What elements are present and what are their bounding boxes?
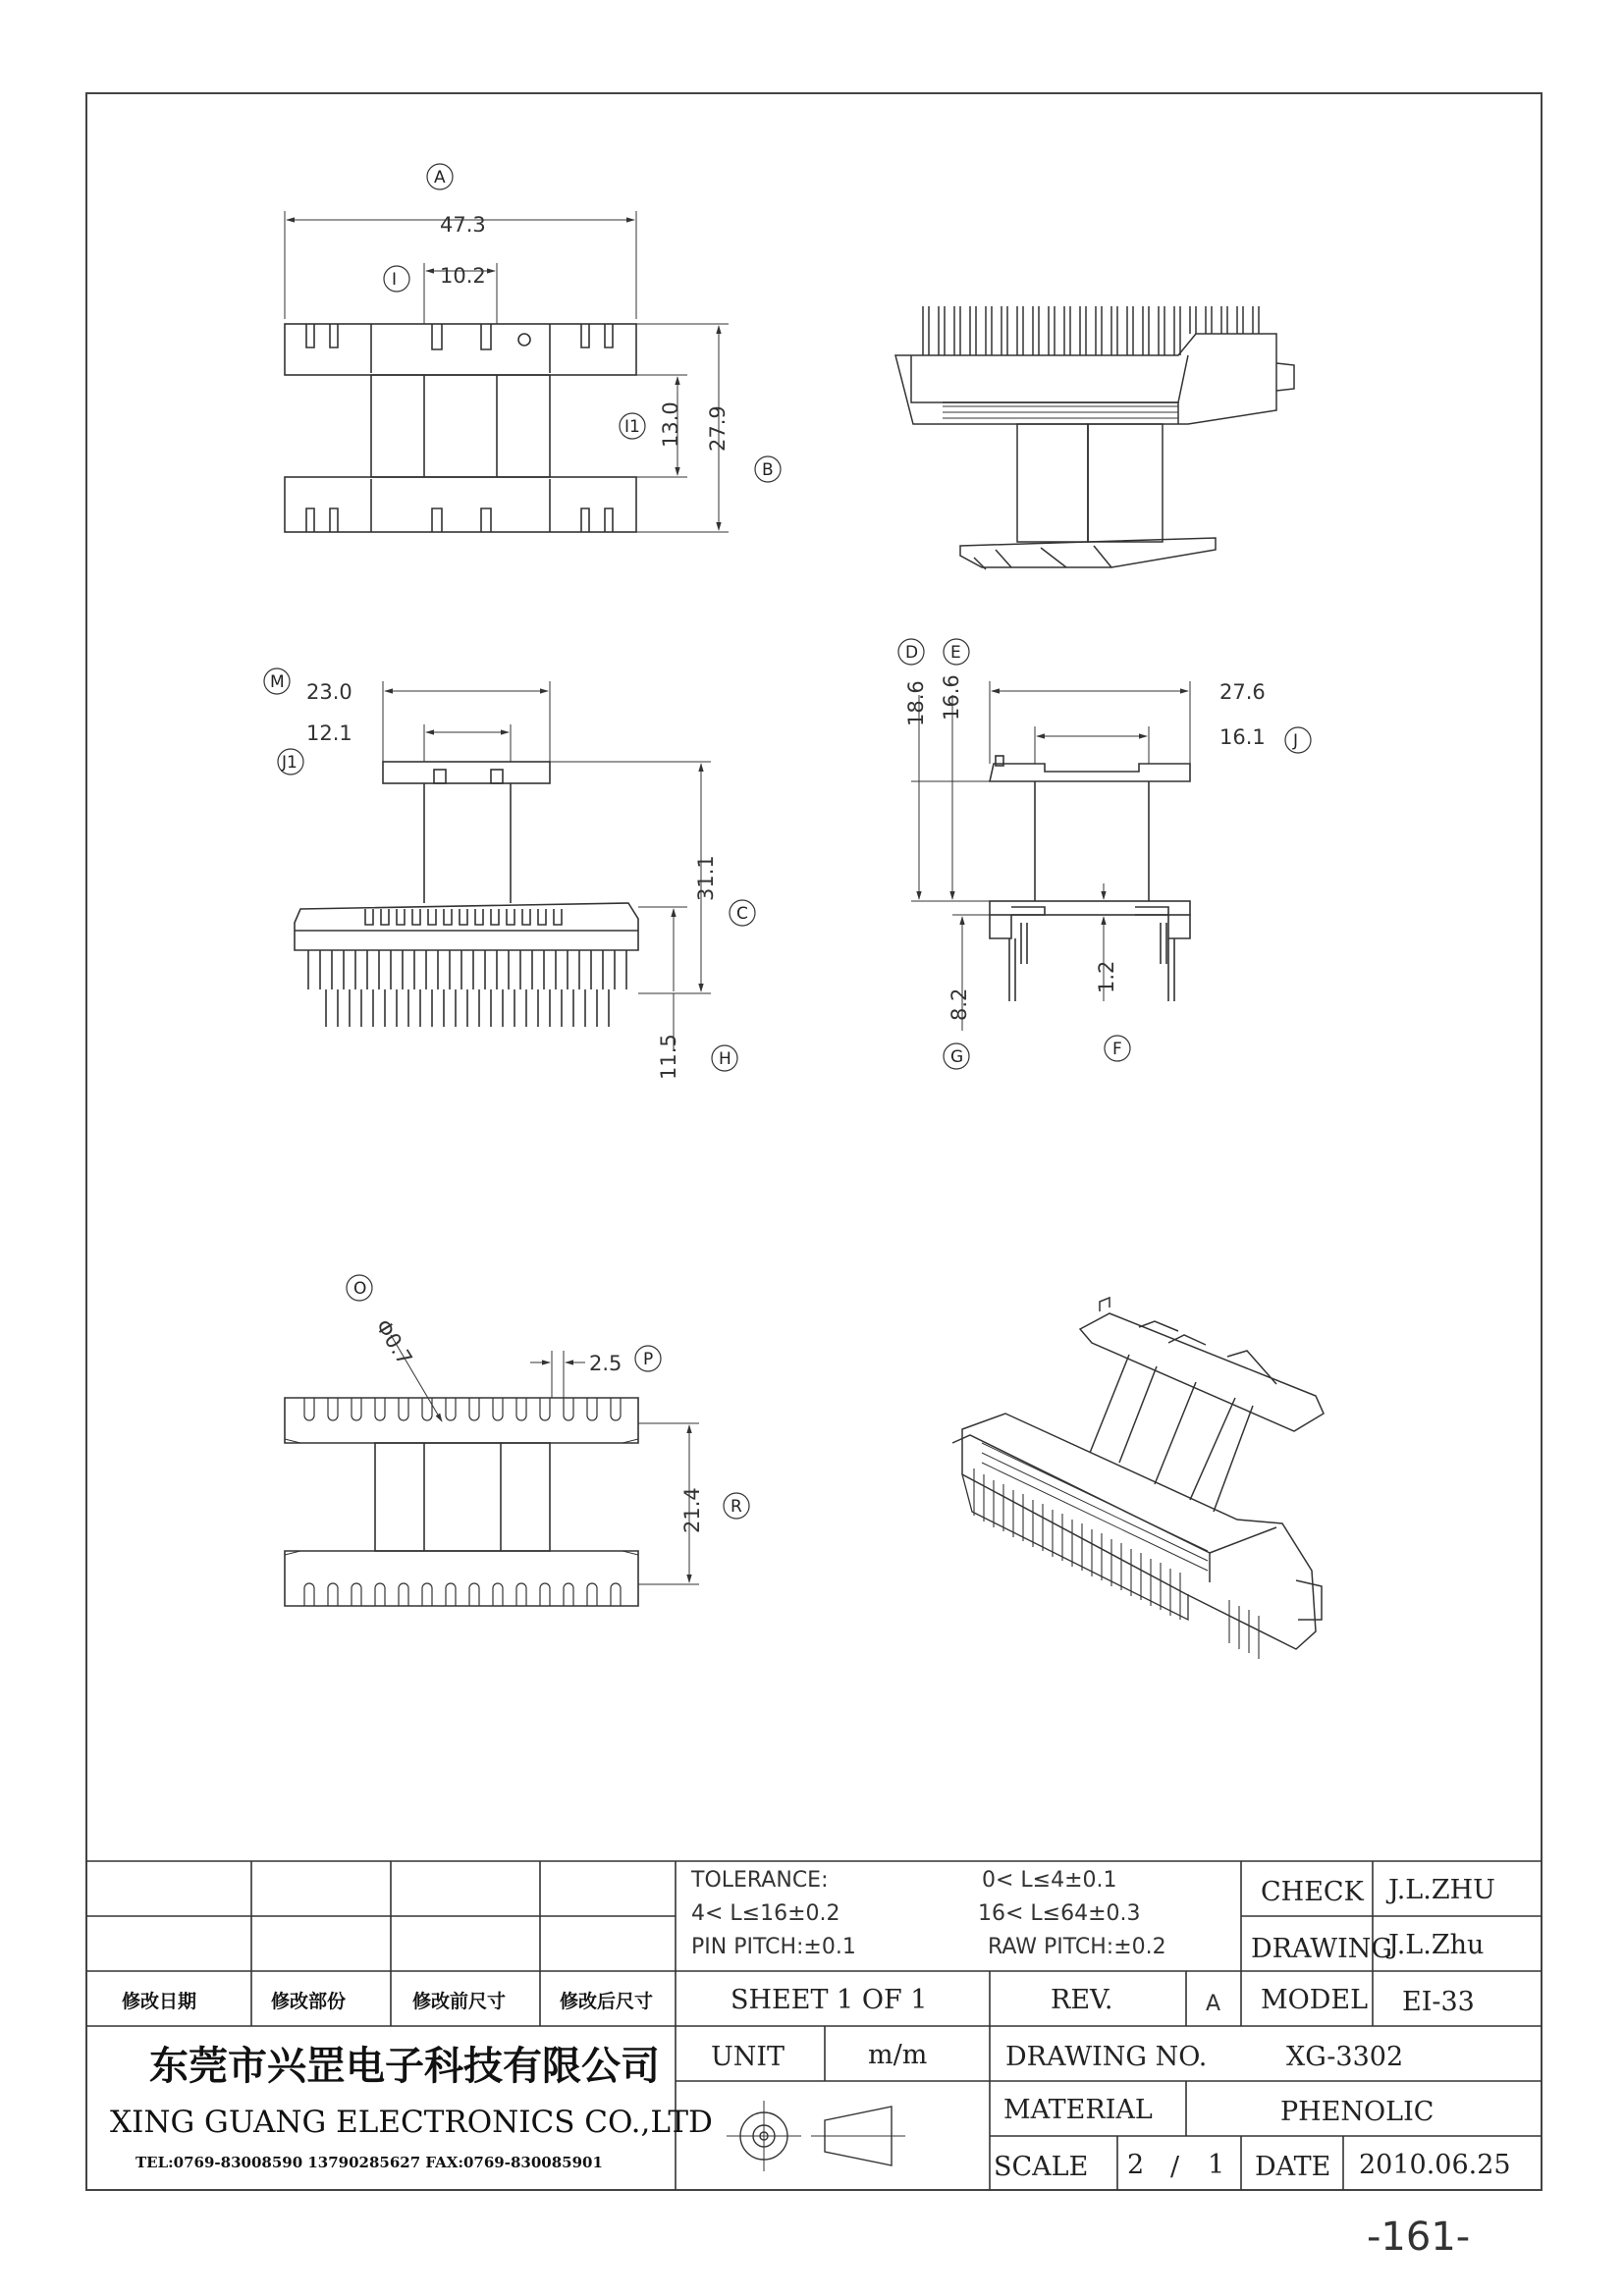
- end-view: [911, 681, 1190, 1031]
- scale-numerator: 2: [1127, 2150, 1145, 2180]
- material-label: MATERIAL: [1003, 2095, 1153, 2125]
- callout-f: [1105, 1036, 1130, 1061]
- dim-height-e: 16.6: [940, 674, 963, 721]
- drawing-label: DRAWING: [1251, 1934, 1392, 1964]
- unit-value: m/m: [868, 2040, 928, 2070]
- callout-r: [724, 1493, 749, 1519]
- check-value: J.L.ZHU: [1388, 1875, 1495, 1905]
- dim-pin-g: 8.2: [947, 988, 971, 1021]
- isometric-view-lower: [952, 1298, 1324, 1659]
- drawing-no-value: XG-3302: [1286, 2042, 1404, 2072]
- svg-text:M: M: [270, 672, 285, 692]
- tolerance-rule-3: 16< L≤64±0.3: [978, 1901, 1141, 1926]
- callout-j1: [278, 749, 303, 774]
- dim-overall-width: 47.3: [440, 213, 486, 237]
- dim-overall-height: 27.9: [706, 405, 730, 452]
- rev-header-before: 修改前尺寸: [412, 1991, 507, 2012]
- scale-separator: /: [1170, 2152, 1180, 2182]
- dim-body-height: 31.1: [694, 855, 718, 901]
- tolerance-rule-2: 4< L≤16±0.2: [691, 1901, 840, 1926]
- svg-text:G: G: [950, 1047, 964, 1067]
- callout-j: [1285, 727, 1311, 753]
- svg-text:F: F: [1112, 1040, 1122, 1059]
- company-name-chinese: 东莞市兴罡电子科技有限公司: [149, 2044, 660, 2089]
- dim-flange-width: 23.0: [306, 680, 352, 704]
- dim-window-height: 13.0: [659, 401, 682, 448]
- dim-core-depth: 16.1: [1219, 725, 1266, 749]
- tolerance-rule-1: 0< L≤4±0.1: [982, 1868, 1117, 1893]
- rev-header-after: 修改后尺寸: [560, 1991, 654, 2012]
- svg-text:R: R: [731, 1497, 742, 1517]
- tolerance-label: TOLERANCE:: [691, 1868, 829, 1893]
- callout-e: [944, 639, 969, 665]
- svg-text:J: J: [1293, 731, 1299, 751]
- callout-c: [730, 900, 755, 926]
- callout-h: [712, 1045, 737, 1071]
- date-label: DATE: [1255, 2152, 1331, 2182]
- dim-pin-dia: Φ0.7: [370, 1314, 417, 1369]
- projection-symbol-icon: [727, 2101, 905, 2171]
- svg-text:A: A: [434, 168, 446, 187]
- model-value: EI-33: [1402, 1987, 1475, 2017]
- callout-g: [944, 1043, 969, 1069]
- svg-text:P: P: [643, 1350, 654, 1369]
- bottom-view: [285, 1335, 699, 1606]
- callout-o: [347, 1275, 372, 1301]
- isometric-view-upper: [895, 306, 1294, 569]
- callout-p: [635, 1346, 661, 1371]
- svg-text:I: I: [392, 270, 398, 290]
- callout-m: [264, 668, 290, 694]
- svg-text:J1: J1: [282, 753, 298, 773]
- dim-window-width: 10.2: [440, 264, 486, 288]
- svg-text:H: H: [719, 1049, 731, 1069]
- callout-i1: [620, 413, 645, 439]
- svg-text:E: E: [950, 643, 961, 663]
- svg-text:O: O: [353, 1279, 367, 1299]
- svg-text:I1: I1: [624, 417, 640, 437]
- drawing-value: J.L.Zhu: [1388, 1930, 1485, 1960]
- callout-d: [898, 639, 924, 665]
- rev-value: A: [1206, 1992, 1221, 2016]
- svg-text:D: D: [905, 643, 919, 663]
- model-label: MODEL: [1261, 1985, 1369, 2015]
- rev-header-date: 修改日期: [122, 1991, 197, 2012]
- page-number: -161-: [1367, 2215, 1471, 2260]
- company-contact: TEL:0769-83008590 13790285627 FAX:0769-830085901: [135, 2154, 603, 2171]
- dim-pin-pitch: 2.5: [589, 1352, 623, 1375]
- raw-pitch-tolerance: RAW PITCH:±0.2: [988, 1935, 1166, 1959]
- top-view: [285, 211, 729, 532]
- date-value: 2010.06.25: [1359, 2150, 1511, 2180]
- dim-core-width: 12.1: [306, 721, 352, 745]
- rev-header-part: 修改部份: [271, 1991, 347, 2012]
- svg-text:B: B: [762, 460, 774, 480]
- dim-overall-depth: 27.6: [1219, 680, 1266, 704]
- rev-label: REV.: [1051, 1985, 1113, 2015]
- drawing-no-label: DRAWING NO.: [1005, 2042, 1208, 2072]
- unit-label: UNIT: [711, 2042, 785, 2072]
- svg-text:C: C: [736, 904, 748, 924]
- callout-i: [384, 266, 409, 292]
- check-label: CHECK: [1261, 1877, 1364, 1907]
- dim-pin-length: 11.5: [657, 1034, 680, 1080]
- company-name-english: XING GUANG ELECTRONICS CO.,LTD: [110, 2105, 713, 2140]
- scale-denominator: 1: [1208, 2150, 1225, 2180]
- callout-a: [427, 164, 453, 189]
- callout-b: [755, 456, 781, 482]
- dim-height-d: 18.6: [904, 680, 928, 726]
- dim-flange-f: 1.2: [1095, 960, 1118, 993]
- scale-label: SCALE: [994, 2152, 1089, 2182]
- dim-row-spacing: 21.4: [680, 1487, 704, 1533]
- sheet-number: SHEET 1 OF 1: [731, 1985, 928, 2015]
- side-view: [295, 681, 711, 1050]
- pin-pitch-tolerance: PIN PITCH:±0.1: [691, 1935, 856, 1959]
- material-value: PHENOLIC: [1280, 2097, 1435, 2127]
